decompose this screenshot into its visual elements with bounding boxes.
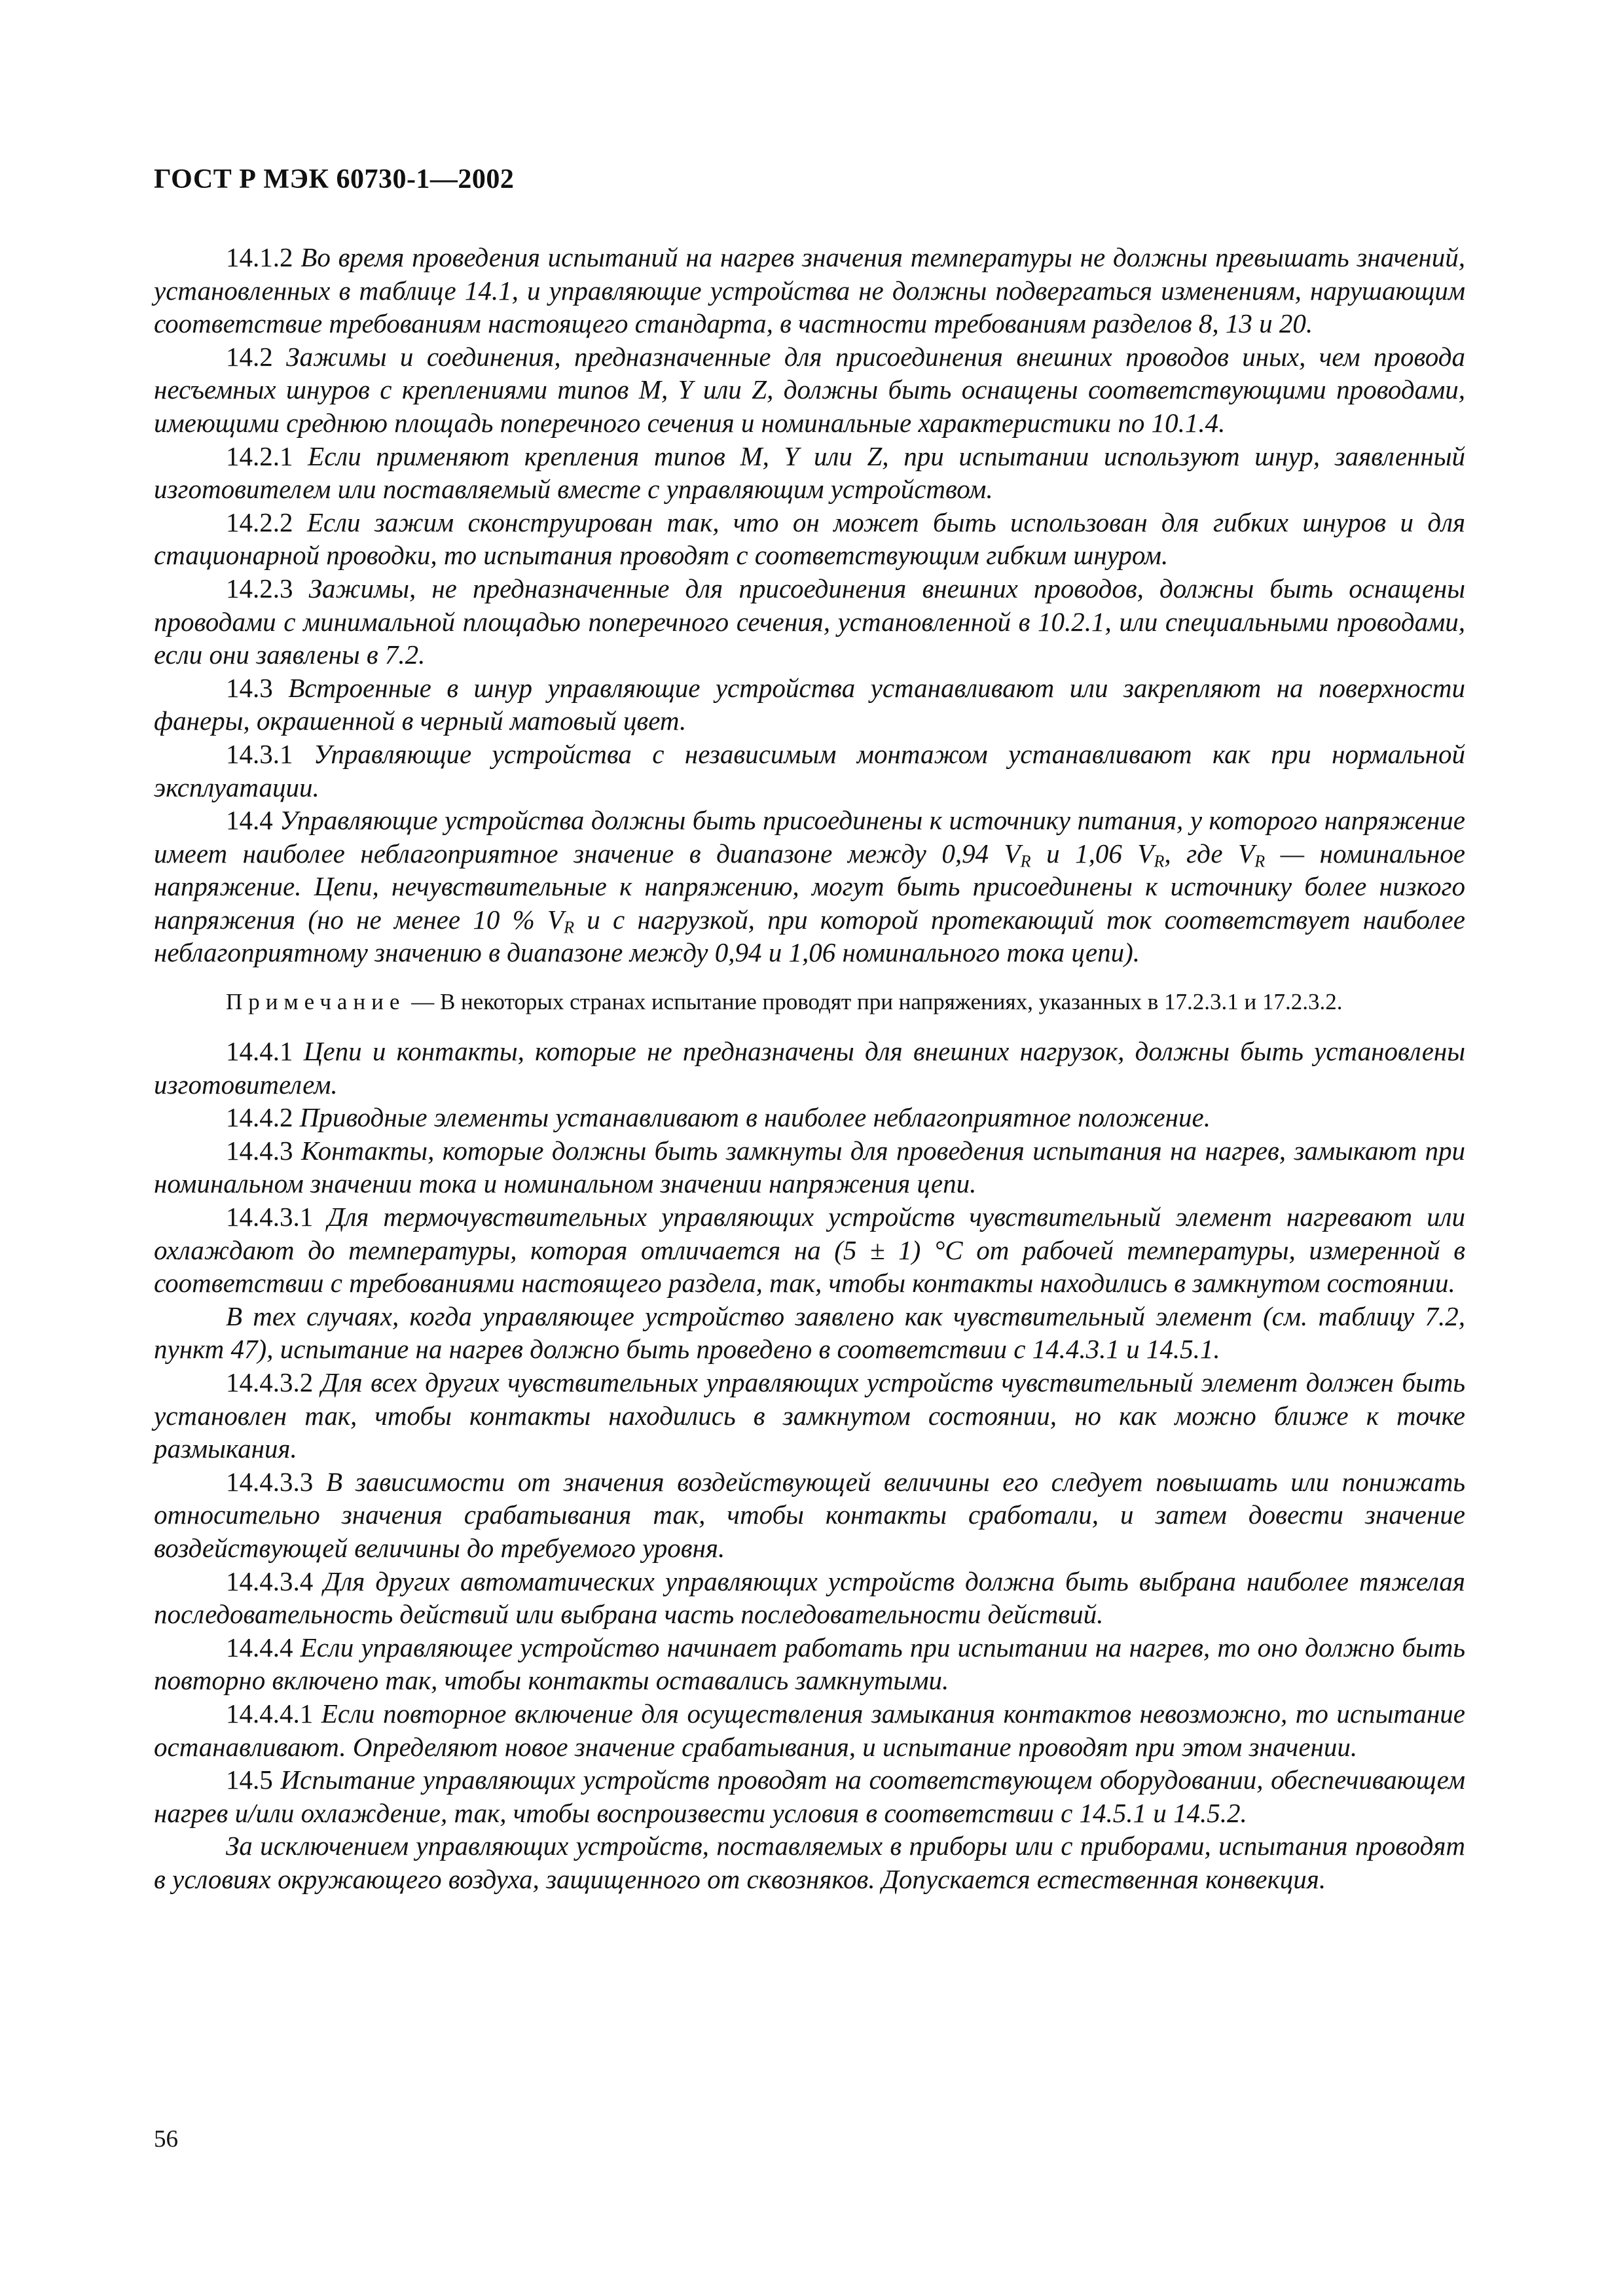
clause-text: Во время проведения испытаний на нагрев значения температуры не должны превышать значений, установленных в таблице 14.1, и управляющие устройства не должны подвергаться изменениям, нарушающим соответствие требованиям настоящего стандарта, в частности требованиям разделов 8, 13 и 20. <box>154 242 1466 339</box>
clause-number: 14.4.3.4 <box>226 1566 314 1596</box>
clause-text: Если применяют крепления типов М, Y или Z, при испытании используют шнур, заявленный изготовителем или поставляемый вместе с управляющим устройством. <box>154 440 1465 505</box>
paragraph-14-4-1 <box>154 1035 1465 1101</box>
clause-text: Для термочувствительных управляющих устройств чувствительный элемент нагревают или охлаждают до температуры, которая отличается на (5 ± 1) °С от рабочей температуры, измеренной в соответствии с требованиями настоящего раздела, так, чтобы контакты находились в замкнутом состоянии. <box>154 1202 1465 1299</box>
paragraph-14-4-4 <box>154 1631 1465 1697</box>
clause-number: 14.2.2 <box>226 507 293 537</box>
clause-number: 14.4.3.2 <box>226 1367 314 1397</box>
paragraph-14-4-3-1 <box>154 1200 1465 1300</box>
paragraph-14-1-2 <box>154 241 1465 340</box>
clause-number: 14.4.1 <box>226 1036 293 1067</box>
paragraph-14-4-3-4 <box>154 1565 1465 1631</box>
clause-text: За исключением управляющих устройств, поставляемых в приборы или с приборами, испытания проводят в условиях окружающего воздуха, защищенного от сквозняков. Допускается естественная конвекция. <box>154 1831 1465 1894</box>
paragraph-continuation <box>154 1829 1465 1895</box>
paragraph-continuation <box>154 1300 1465 1366</box>
clause-number: 14.4.3.1 <box>226 1202 314 1232</box>
clause-text: В тех случаях, когда управляющее устройство заявлено как чувствительный элемент (см. таблицу 7.2, пункт 47), испытание на нагрев должно быть проведено в соответствии с 14.4.3.1 и 14.5.1. <box>154 1300 1465 1365</box>
clause-number: 14.4.3 <box>226 1135 293 1166</box>
clause-text: Зажимы, не предназначенные для присоединения внешних проводов, должны быть оснащены проводами с минимальной площадью поперечного сечения, установленной в 10.2.1, или специальными проводами, если они заявлены в 7.2. <box>154 573 1466 670</box>
paragraph-14-3 <box>154 672 1465 738</box>
page-number: 56 <box>154 2126 178 2153</box>
clause-text: Управляющие устройства с независимым монтажом устанавливают как при нормальной эксплуатации. <box>154 738 1465 802</box>
clause-text: В зависимости от значения воздействующей величины его следует повышать или понижать относительно значения срабатывания так, чтобы контакты сработали, и затем довести значение воздействующей величины до требуемого уровня. <box>154 1466 1465 1563</box>
clause-text: Управляющие устройства должны быть присоединены к источнику питания, у которого напряжение имеет наиболее неблагоприятное значение в диапазоне между 0,94 $V_R$ и 1,06 $V_R$, где $V_R$ — номинальное напряжение. Цепи, нечувствительные к напряжению, могут быть присоединены к источнику более низкого напряжения (но не менее 10 % $V_R$ и с нагрузкой, при которой протекающий ток соответствует наиболее неблагоприятному значению в диапазоне между 0,94 и 1,06 номинального тока цепи). <box>154 805 1466 968</box>
clause-number: 14.2.3 <box>226 573 293 603</box>
clause-number: 14.3 <box>226 672 273 703</box>
clause-number: 14.4.2 <box>226 1102 293 1133</box>
clause-text: Для других автоматических управляющих устройств должна быть выбрана наиболее тяжелая последовательность действий или выбрана часть последовательности действий. <box>154 1566 1465 1630</box>
document-header: ГОСТ Р МЭК 60730-1—2002 <box>154 164 515 194</box>
paragraph-14-2-1 <box>154 440 1465 506</box>
clause-number: 14.5 <box>226 1765 273 1795</box>
clause-text: Контакты, которые должны быть замкнуты для проведения испытания на нагрев, замыкают при номинальном значении тока и номинальном значении напряжения цепи. <box>154 1135 1465 1199</box>
paragraph-14-4-4-1 <box>154 1697 1465 1763</box>
paragraph-14-5 <box>154 1763 1465 1829</box>
clause-number: 14.4.4.1 <box>226 1698 314 1729</box>
paragraph-14-4-3-2 <box>154 1366 1465 1465</box>
clause-text: Для всех других чувствительных управляющих устройств чувствительный элемент должен быть установлен так, чтобы контакты находились в замкнутом состоянии, но как можно ближе к точке размыкания. <box>154 1367 1465 1464</box>
clause-text: Если зажим сконструирован так, что он может быть использован для гибких шнуров и для стационарной проводки, то испытания проводят с соответствующим гибким шнуром. <box>154 507 1466 571</box>
note-text: — В некоторых странах испытание проводят при напряжениях, указанных в 17.2.3.1 и 17.2.3.2. <box>405 989 1343 1015</box>
paragraph-14-2-3 <box>154 572 1465 672</box>
document-body <box>154 241 1465 1896</box>
paragraph-14-2 <box>154 340 1465 440</box>
clause-text: Если повторное включение для осуществления замыкания контактов невозможно, то испытание останавливают. Определяют новое значение срабатывания, и испытание проводят при этом значении. <box>154 1698 1465 1762</box>
clause-number: 14.3.1 <box>226 738 293 769</box>
clause-number: 14.2.1 <box>226 440 293 471</box>
note-paragraph <box>154 986 1465 1018</box>
paragraph-14-2-2 <box>154 506 1465 572</box>
clause-number: 14.4 <box>226 805 273 836</box>
clause-text: Испытание управляющих устройств проводят на соответствующем оборудовании, обеспечивающем нагрев и/или охлаждение, так, чтобы воспроизвести условия в соответствии с 14.5.1 и 14.5.2. <box>154 1765 1466 1828</box>
note-label: Примечание <box>226 989 406 1015</box>
paragraph-14-4-3-3 <box>154 1465 1465 1565</box>
clause-text: Зажимы и соединения, предназначенные для присоединения внешних проводов иных, чем провода несъемных шнуров с креплениями типов М, Y или Z, должны быть оснащены соответствующими проводами, имеющими среднюю площадь поперечного сечения и номинальные характеристики по 10.1.4. <box>154 341 1465 438</box>
paragraph-14-4 <box>154 804 1465 969</box>
clause-number: 14.4.4 <box>226 1632 293 1662</box>
clause-text: Если управляющее устройство начинает работать при испытании на нагрев, то оно должно быть повторно включено так, чтобы контакты оставались замкнутыми. <box>154 1632 1466 1696</box>
clause-text: Цепи и контакты, которые не предназначены для внешних нагрузок, должны быть установлены изготовителем. <box>154 1036 1466 1100</box>
clause-number: 14.2 <box>226 341 273 372</box>
paragraph-14-4-2 <box>154 1101 1465 1134</box>
clause-text: Встроенные в шнур управляющие устройства устанавливают или закрепляют на поверхности фанеры, окрашенной в черный матовый цвет. <box>154 672 1465 736</box>
clause-number: 14.4.3.3 <box>226 1466 314 1497</box>
paragraph-14-4-3 <box>154 1134 1465 1200</box>
clause-number: 14.1.2 <box>226 242 293 272</box>
clause-text: Приводные элементы устанавливают в наиболее неблагоприятное положение. <box>299 1102 1211 1133</box>
paragraph-14-3-1 <box>154 738 1465 804</box>
